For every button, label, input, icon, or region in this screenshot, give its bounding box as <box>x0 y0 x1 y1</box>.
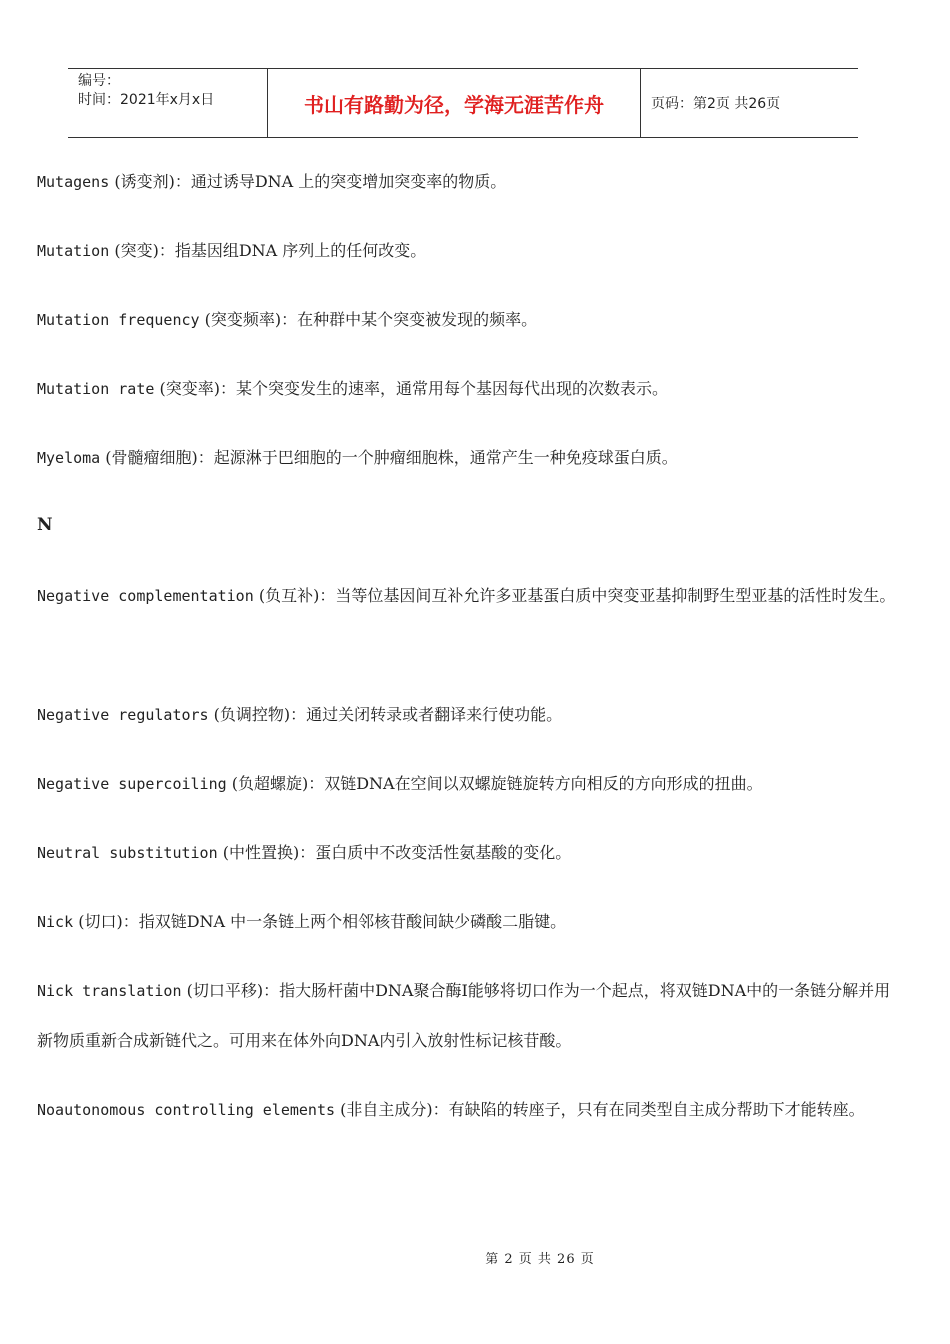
entry-definition: (骨髓瘤细胞)：起源淋于巴细胞的一个肿瘤细胞株，通常产生一种免疫球蛋白质。 <box>100 448 678 467</box>
glossary-entry <box>37 157 897 207</box>
glossary-entry <box>37 1085 897 1135</box>
entry-term: Nick <box>37 913 74 931</box>
entry-definition: (突变)：指基因组DNA 序列上的任何改变。 <box>109 241 427 260</box>
glossary-entry <box>37 364 897 414</box>
entry-term: Mutation frequency <box>37 311 200 329</box>
entry-definition: (非自主成分)：有缺陷的转座子，只有在同类型自主成分帮助下才能转座。 <box>335 1100 865 1119</box>
entry-term: Myeloma <box>37 449 101 467</box>
section-letter: N <box>37 515 53 535</box>
header-page-number: 页码：第2页 共26页 <box>651 96 781 112</box>
entry-term: Negative complementation <box>37 587 254 605</box>
entry-term: Mutagens <box>37 173 110 191</box>
header-time: 时间：2021年x月x日 <box>78 92 215 108</box>
entry-definition: (诱变剂)：通过诱导DNA 上的突变增加突变率的物质。 <box>109 172 507 191</box>
entry-term: Neutral substitution <box>37 844 218 862</box>
entry-definition: (切口平移)：指大肠杆菌中DNA聚合酶I能够将切口作为一个起点，将双链DNA中的一条链分解并用新物质重新合成新链代之。可用来在体外向DNA内引入放射性标记核苷酸。 <box>37 981 891 1050</box>
page-header <box>68 68 858 138</box>
glossary-entry <box>37 759 897 809</box>
glossary-entry <box>37 571 897 621</box>
entry-definition: (突变频率)：在种群中某个突变被发现的频率。 <box>199 310 538 329</box>
entry-term: Mutation rate <box>37 380 155 398</box>
header-motto: 书山有路勤为径，学海无涯苦作舟 <box>268 69 641 137</box>
glossary-entry <box>37 966 897 1065</box>
entry-definition: (切口)：指双链DNA 中一条链上两个相邻核苷酸间缺少磷酸二脂键。 <box>73 912 567 931</box>
glossary-entry <box>37 433 897 483</box>
glossary-entry <box>37 295 897 345</box>
entry-definition: (负调控物)：通过关闭转录或者翻译来行使功能。 <box>208 705 563 724</box>
glossary-entry <box>37 690 897 740</box>
entry-term: Nick translation <box>37 982 182 1000</box>
header-meta <box>68 69 268 137</box>
entry-term: Negative regulators <box>37 706 209 724</box>
glossary-entry <box>37 828 897 878</box>
glossary-entry <box>37 897 897 947</box>
entry-definition: (中性置换)：蛋白质中不改变活性氨基酸的变化。 <box>217 843 572 862</box>
header-number: 编号： <box>78 73 120 89</box>
entry-term: Mutation <box>37 242 110 260</box>
page-footer <box>0 1248 950 1267</box>
glossary-entry <box>37 226 897 276</box>
entry-definition: (负超螺旋)：双链DNA在空间以双螺旋链旋转方向相反的方向形成的扭曲。 <box>226 774 763 793</box>
footer-page-number: 第 2 页 共 26 页 <box>485 1252 595 1267</box>
entry-term: Negative supercoiling <box>37 775 227 793</box>
entry-definition: (突变率)：某个突变发生的速率，通常用每个基因每代出现的次数表示。 <box>154 379 668 398</box>
entry-definition: (负互补)：当等位基因间互补允许多亚基蛋白质中突变亚基抑制野生型亚基的活性时发生。 <box>253 586 896 605</box>
entry-term: Noautonomous controlling elements <box>37 1101 336 1119</box>
